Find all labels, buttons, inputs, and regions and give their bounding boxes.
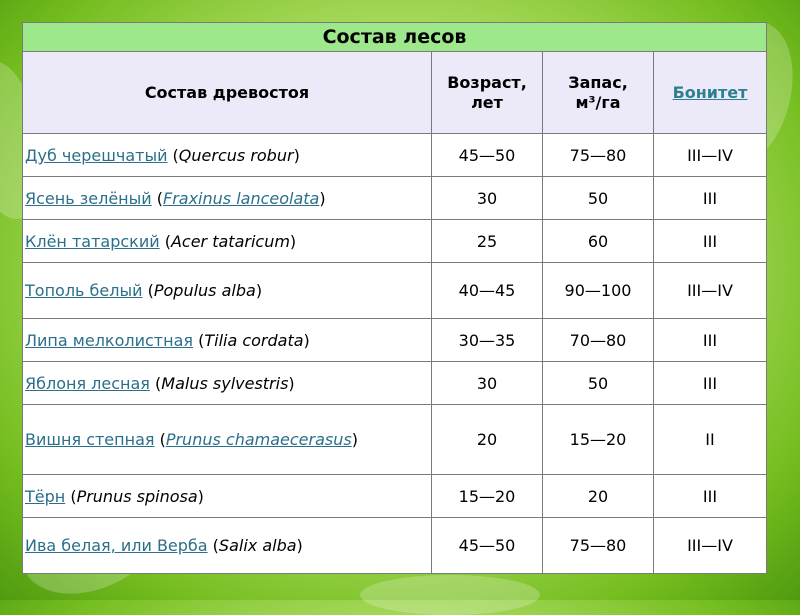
species-link[interactable]: Тополь белый bbox=[25, 281, 143, 300]
table-row bbox=[23, 475, 767, 518]
species-cell: Ясень зелёный (Fraxinus lanceolata) bbox=[23, 177, 432, 220]
table-row bbox=[23, 319, 767, 362]
table-row bbox=[23, 220, 767, 263]
stock-cell: 20 bbox=[543, 475, 654, 518]
species-link[interactable]: Ива белая, или Верба bbox=[25, 536, 208, 555]
table-title: Состав лесов bbox=[23, 23, 767, 52]
stock-cell: 50 bbox=[543, 362, 654, 405]
bonitet-cell: III bbox=[654, 362, 767, 405]
species-cell: Вишня степная (Prunus chamaecerasus) bbox=[23, 405, 432, 475]
age-cell: 15—20 bbox=[432, 475, 543, 518]
age-cell: 40—45 bbox=[432, 263, 543, 319]
bonitet-cell: III bbox=[654, 319, 767, 362]
header-age-line1: Возраст, bbox=[447, 73, 527, 93]
species-link[interactable]: Клён татарский bbox=[25, 231, 160, 251]
age-cell: 30 bbox=[432, 177, 543, 220]
forest-composition-table bbox=[22, 22, 767, 574]
species-cell: Тополь белый (Populus alba) bbox=[23, 263, 432, 319]
age-cell: 20 bbox=[432, 405, 543, 475]
stock-cell: 60 bbox=[543, 220, 654, 263]
latin-name[interactable]: Prunus chamaecerasus bbox=[165, 430, 352, 449]
species-cell: Яблоня лесная (Malus sylvestris) bbox=[23, 362, 432, 405]
table-row bbox=[23, 134, 767, 177]
table-row bbox=[23, 362, 767, 405]
bonitet-cell: III—IV bbox=[654, 518, 767, 574]
age-cell: 45—50 bbox=[432, 518, 543, 574]
stock-cell: 75—80 bbox=[543, 518, 654, 574]
species-link[interactable]: Липа мелколистная bbox=[25, 330, 194, 350]
table-row bbox=[23, 177, 767, 220]
age-cell: 30—35 bbox=[432, 319, 543, 362]
bonitet-cell: III bbox=[654, 220, 767, 263]
species-link[interactable]: Ясень зелёный bbox=[25, 188, 152, 208]
species-link[interactable]: Дуб черешчатый bbox=[25, 145, 168, 165]
bonitet-cell: II bbox=[654, 405, 767, 475]
table-row bbox=[23, 263, 767, 319]
latin-name: Salix alba bbox=[218, 536, 297, 555]
stock-cell: 50 bbox=[543, 177, 654, 220]
bonitet-link[interactable]: Бонитет bbox=[672, 82, 748, 102]
bonitet-cell: III—IV bbox=[654, 134, 767, 177]
latin-name[interactable]: Fraxinus lanceolata bbox=[162, 188, 320, 208]
table-row bbox=[23, 518, 767, 574]
stock-cell: 75—80 bbox=[543, 134, 654, 177]
latin-name: Malus sylvestris bbox=[161, 373, 289, 393]
age-cell: 30 bbox=[432, 362, 543, 405]
species-cell: Клён татарский (Acer tataricum) bbox=[23, 220, 432, 263]
latin-name: Populus alba bbox=[153, 281, 256, 300]
species-cell: Ива белая, или Верба (Salix alba) bbox=[23, 518, 432, 574]
header-age-line2: лет bbox=[471, 92, 503, 112]
stock-cell: 90—100 bbox=[543, 263, 654, 319]
header-bonitet bbox=[654, 52, 767, 134]
species-link[interactable]: Яблоня лесная bbox=[25, 373, 150, 393]
latin-name: Quercus robur bbox=[178, 145, 294, 165]
header-age bbox=[432, 52, 543, 134]
bonitet-cell: III—IV bbox=[654, 263, 767, 319]
bonitet-cell: III bbox=[654, 177, 767, 220]
latin-name: Tilia cordata bbox=[204, 330, 304, 350]
latin-name: Acer tataricum bbox=[170, 231, 290, 251]
species-cell: Липа мелколистная (Tilia cordata) bbox=[23, 319, 432, 362]
species-cell: Тёрн (Prunus spinosa) bbox=[23, 475, 432, 518]
header-stock-line1: Запас, bbox=[568, 73, 628, 93]
age-cell: 45—50 bbox=[432, 134, 543, 177]
stock-cell: 15—20 bbox=[543, 405, 654, 475]
header-stock bbox=[543, 52, 654, 134]
species-link[interactable]: Тёрн bbox=[25, 486, 66, 506]
species-cell: Дуб черешчатый (Quercus robur) bbox=[23, 134, 432, 177]
stock-cell: 70—80 bbox=[543, 319, 654, 362]
table-row bbox=[23, 405, 767, 475]
background-blob bbox=[360, 575, 540, 615]
latin-name: Prunus spinosa bbox=[76, 486, 198, 506]
age-cell: 25 bbox=[432, 220, 543, 263]
header-stock-line2: м³/га bbox=[575, 92, 621, 112]
header-composition: Состав древостоя bbox=[23, 52, 432, 134]
species-link[interactable]: Вишня степная bbox=[25, 430, 155, 449]
bonitet-cell: III bbox=[654, 475, 767, 518]
